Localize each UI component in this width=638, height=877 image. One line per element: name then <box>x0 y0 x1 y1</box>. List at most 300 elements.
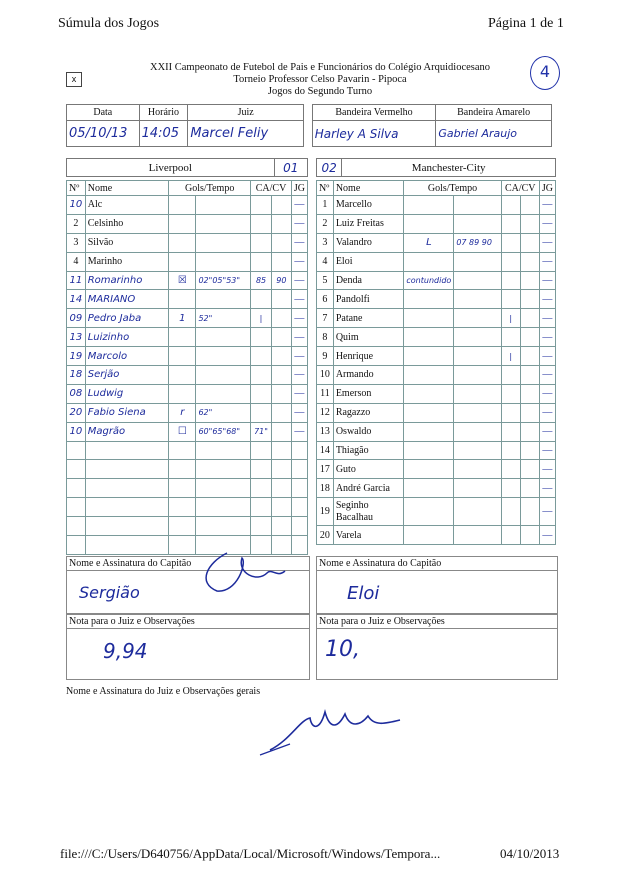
left-team-score[interactable]: 01 <box>274 159 307 177</box>
player-number[interactable] <box>67 536 86 555</box>
player-number: 13 <box>317 422 334 441</box>
left-captain-name[interactable]: Sergião <box>79 583 140 602</box>
player-number[interactable]: 14 <box>67 290 86 309</box>
player-name[interactable]: Pedro Jaba <box>85 309 168 328</box>
player-name[interactable]: Serjão <box>85 366 168 385</box>
player-goal-time[interactable] <box>196 479 251 498</box>
player-played[interactable]: — <box>539 196 555 215</box>
player-goal-time[interactable] <box>454 290 501 309</box>
left-team-name: Liverpool <box>67 159 275 177</box>
player-card-ca[interactable] <box>501 252 520 271</box>
player-card-cv[interactable] <box>520 252 539 271</box>
player-goals[interactable] <box>404 328 454 347</box>
player-goals[interactable] <box>404 526 454 545</box>
player-card-cv[interactable] <box>271 441 291 460</box>
player-row <box>67 233 308 252</box>
player-card-ca[interactable] <box>251 403 272 422</box>
player-goal-time[interactable] <box>454 498 501 526</box>
player-goals[interactable] <box>404 309 454 328</box>
player-played[interactable]: — <box>291 233 307 252</box>
player-row <box>67 460 308 479</box>
player-played[interactable]: — <box>539 233 555 252</box>
player-goals[interactable] <box>169 347 196 366</box>
player-goals[interactable]: ☒ <box>169 271 196 290</box>
player-row <box>317 526 556 545</box>
player-played[interactable] <box>291 536 307 555</box>
player-name[interactable]: Alc <box>85 196 168 215</box>
player-row <box>67 196 308 215</box>
player-card-cv[interactable] <box>520 271 539 290</box>
player-name[interactable]: Romarinho <box>85 271 168 290</box>
player-row <box>317 384 556 403</box>
player-row <box>317 290 556 309</box>
file-path: file:///C:/Users/D640756/AppData/Local/Microsoft/Windows/Tempora... <box>60 846 441 861</box>
player-card-ca[interactable] <box>251 214 272 233</box>
player-goal-time[interactable] <box>196 196 251 215</box>
player-name: Ragazzo <box>333 403 404 422</box>
player-number: 10 <box>317 366 334 385</box>
player-row <box>317 214 556 233</box>
player-name[interactable]: Marcolo <box>85 347 168 366</box>
value-bandeira-amarelo[interactable]: Gabriel Araujo <box>436 121 552 147</box>
player-card-ca[interactable] <box>501 498 520 526</box>
player-number[interactable]: 19 <box>67 347 86 366</box>
value-bandeira-vermelho[interactable]: Harley A Silva <box>312 121 436 147</box>
player-goal-time[interactable] <box>196 441 251 460</box>
player-goal-time[interactable] <box>196 366 251 385</box>
player-played[interactable]: — <box>539 498 555 526</box>
player-card-ca[interactable]: 85 <box>251 271 272 290</box>
player-card-ca[interactable] <box>501 460 520 479</box>
player-goal-time[interactable] <box>454 366 501 385</box>
player-card-ca[interactable] <box>501 290 520 309</box>
player-goal-time[interactable] <box>454 328 501 347</box>
player-name: Emerson <box>333 384 404 403</box>
player-number[interactable]: 4 <box>67 252 86 271</box>
player-goals[interactable] <box>169 479 196 498</box>
player-goal-time[interactable] <box>454 460 501 479</box>
player-goal-time[interactable] <box>196 460 251 479</box>
player-card-cv[interactable] <box>520 196 539 215</box>
player-card-cv[interactable] <box>271 214 291 233</box>
player-name: Marcello <box>333 196 404 215</box>
player-name[interactable]: Silvão <box>85 233 168 252</box>
player-card-ca[interactable]: | <box>501 309 520 328</box>
player-played[interactable]: — <box>539 347 555 366</box>
player-goal-time[interactable] <box>196 517 251 536</box>
right-roster-table <box>316 180 556 545</box>
player-card-ca[interactable] <box>501 441 520 460</box>
player-goal-time[interactable] <box>196 498 251 517</box>
player-card-cv[interactable] <box>271 233 291 252</box>
player-card-cv[interactable] <box>271 196 291 215</box>
right-grade[interactable]: 10, <box>325 637 360 662</box>
player-goal-time[interactable] <box>196 252 251 271</box>
player-goals[interactable] <box>404 479 454 498</box>
player-goals[interactable] <box>169 517 196 536</box>
player-card-cv[interactable] <box>520 526 539 545</box>
left-captain-label: Nome e Assinatura do Capitão <box>67 557 309 571</box>
player-goal-time[interactable]: 07 89 90 <box>454 233 501 252</box>
player-played[interactable]: — <box>291 403 307 422</box>
player-name[interactable] <box>85 498 168 517</box>
player-goal-time[interactable]: 02"05"53" <box>196 271 251 290</box>
player-number[interactable]: 10 <box>67 422 86 441</box>
player-number[interactable]: 09 <box>67 309 86 328</box>
right-team-name: Manchester-City <box>342 159 556 177</box>
value-data[interactable]: 05/10/13 <box>67 121 140 147</box>
player-card-cv[interactable] <box>520 384 539 403</box>
player-card-ca[interactable] <box>251 347 272 366</box>
close-checkbox[interactable]: x <box>66 72 82 87</box>
player-card-cv[interactable] <box>271 422 291 441</box>
player-number: 8 <box>317 328 334 347</box>
player-card-ca[interactable] <box>501 384 520 403</box>
player-card-cv[interactable] <box>271 517 291 536</box>
player-goal-time[interactable]: 62" <box>196 403 251 422</box>
player-card-ca[interactable] <box>251 252 272 271</box>
player-goal-time[interactable] <box>454 384 501 403</box>
player-played[interactable] <box>291 498 307 517</box>
player-name: Luiz Freitas <box>333 214 404 233</box>
player-card-cv[interactable] <box>271 460 291 479</box>
col-gols: Gols/Tempo <box>169 181 251 196</box>
player-card-ca[interactable] <box>501 422 520 441</box>
player-goals[interactable] <box>169 460 196 479</box>
player-card-cv[interactable] <box>271 384 291 403</box>
col-cacv: CA/CV <box>501 181 539 196</box>
player-card-ca[interactable] <box>501 366 520 385</box>
player-goals[interactable] <box>404 252 454 271</box>
player-name[interactable]: MARIANO <box>85 290 168 309</box>
player-number: 2 <box>317 214 334 233</box>
player-goal-time[interactable] <box>454 271 501 290</box>
player-goals[interactable] <box>404 290 454 309</box>
player-card-ca[interactable] <box>501 526 520 545</box>
player-played[interactable]: — <box>539 441 555 460</box>
player-goals[interactable] <box>404 460 454 479</box>
player-played[interactable]: — <box>539 526 555 545</box>
player-played[interactable]: — <box>539 271 555 290</box>
player-goals[interactable] <box>404 366 454 385</box>
player-card-ca[interactable] <box>501 479 520 498</box>
player-card-ca[interactable]: | <box>501 347 520 366</box>
player-goals[interactable] <box>169 196 196 215</box>
player-card-ca[interactable] <box>251 328 272 347</box>
player-card-cv[interactable] <box>271 328 291 347</box>
player-name[interactable] <box>85 460 168 479</box>
player-goal-time[interactable] <box>196 233 251 252</box>
player-card-cv[interactable] <box>520 422 539 441</box>
label-juiz: Juiz <box>188 105 304 121</box>
player-name[interactable] <box>85 479 168 498</box>
player-name[interactable]: Luizinho <box>85 328 168 347</box>
player-goal-time[interactable] <box>454 403 501 422</box>
player-row <box>317 441 556 460</box>
player-goals[interactable] <box>404 214 454 233</box>
player-row <box>317 271 556 290</box>
player-goals[interactable] <box>169 214 196 233</box>
player-played[interactable]: — <box>291 366 307 385</box>
player-played[interactable]: — <box>291 196 307 215</box>
player-row <box>67 347 308 366</box>
player-number[interactable] <box>67 498 86 517</box>
player-played[interactable] <box>291 517 307 536</box>
player-card-cv[interactable] <box>271 309 291 328</box>
player-goals[interactable] <box>404 498 454 526</box>
player-played[interactable]: — <box>291 328 307 347</box>
player-goals[interactable] <box>404 384 454 403</box>
player-row <box>317 309 556 328</box>
player-played[interactable]: — <box>539 252 555 271</box>
player-goal-time[interactable] <box>454 422 501 441</box>
player-card-ca[interactable] <box>251 479 272 498</box>
player-goals[interactable] <box>404 422 454 441</box>
player-card-ca[interactable] <box>251 441 272 460</box>
player-goals[interactable] <box>404 347 454 366</box>
player-number[interactable] <box>67 460 86 479</box>
player-goal-time[interactable] <box>196 214 251 233</box>
player-goal-time[interactable] <box>454 347 501 366</box>
player-number: 6 <box>317 290 334 309</box>
player-card-ca[interactable] <box>251 384 272 403</box>
player-goal-time[interactable] <box>196 347 251 366</box>
player-card-cv[interactable] <box>271 290 291 309</box>
player-goal-time[interactable] <box>454 309 501 328</box>
player-card-cv[interactable] <box>271 366 291 385</box>
player-card-cv[interactable] <box>520 309 539 328</box>
right-team-score[interactable]: 02 <box>317 159 342 177</box>
player-card-ca[interactable] <box>251 498 272 517</box>
player-played[interactable]: — <box>291 384 307 403</box>
player-goal-time[interactable]: 60"65"68" <box>196 422 251 441</box>
page-number: Página 1 de 1 <box>488 16 564 31</box>
label-data: Data <box>67 105 140 121</box>
player-card-cv[interactable]: 90 <box>271 271 291 290</box>
player-name[interactable]: Celsinho <box>85 214 168 233</box>
player-row <box>67 214 308 233</box>
player-number[interactable] <box>67 441 86 460</box>
player-card-ca[interactable] <box>251 517 272 536</box>
player-card-ca[interactable] <box>501 196 520 215</box>
player-goal-time[interactable] <box>454 526 501 545</box>
player-card-ca[interactable] <box>501 403 520 422</box>
player-played[interactable] <box>291 479 307 498</box>
player-number: 7 <box>317 309 334 328</box>
player-name: Pandolfi <box>333 290 404 309</box>
player-played[interactable]: — <box>539 328 555 347</box>
player-played[interactable]: — <box>539 290 555 309</box>
player-card-cv[interactable] <box>271 479 291 498</box>
player-played[interactable]: — <box>291 290 307 309</box>
player-goals[interactable] <box>169 290 196 309</box>
championship-title: XXII Campeonato de Futebol de Pais e Funcionários do Colégio Arquidiocesano <box>149 62 491 73</box>
player-card-ca[interactable]: 71" <box>251 422 272 441</box>
col-num: Nº <box>67 181 86 196</box>
player-goals[interactable] <box>169 233 196 252</box>
player-number[interactable]: 13 <box>67 328 86 347</box>
player-played[interactable] <box>291 441 307 460</box>
player-card-cv[interactable] <box>520 366 539 385</box>
player-played[interactable]: — <box>539 460 555 479</box>
player-number: 3 <box>317 233 334 252</box>
left-grade[interactable]: 9,94 <box>103 639 148 663</box>
player-goal-time[interactable]: 52" <box>196 309 251 328</box>
player-played[interactable] <box>291 460 307 479</box>
player-name: Guto <box>333 460 404 479</box>
player-card-cv[interactable] <box>520 479 539 498</box>
player-name[interactable] <box>85 441 168 460</box>
player-card-cv[interactable] <box>520 214 539 233</box>
player-card-ca[interactable] <box>251 233 272 252</box>
player-goals[interactable] <box>404 196 454 215</box>
player-goals[interactable] <box>169 252 196 271</box>
player-card-ca[interactable] <box>501 328 520 347</box>
player-name: Varela <box>333 526 404 545</box>
print-date: 04/10/2013 <box>500 846 560 861</box>
player-goal-time[interactable] <box>454 479 501 498</box>
player-goal-time[interactable] <box>454 441 501 460</box>
player-name[interactable]: Magrão <box>85 422 168 441</box>
player-played[interactable]: — <box>539 384 555 403</box>
player-row <box>67 252 308 271</box>
player-card-cv[interactable] <box>271 403 291 422</box>
player-number[interactable]: 08 <box>67 384 86 403</box>
player-goal-time[interactable] <box>196 384 251 403</box>
player-played[interactable]: — <box>539 403 555 422</box>
player-card-ca[interactable] <box>251 196 272 215</box>
right-captain-name[interactable]: Eloi <box>347 583 380 604</box>
player-card-ca[interactable] <box>501 233 520 252</box>
player-name[interactable]: Ludwig <box>85 384 168 403</box>
player-number[interactable] <box>67 517 86 536</box>
player-goal-time[interactable] <box>196 328 251 347</box>
player-played[interactable]: — <box>291 271 307 290</box>
player-played[interactable]: — <box>539 366 555 385</box>
player-goal-time[interactable] <box>454 196 501 215</box>
player-name: Patane <box>333 309 404 328</box>
player-number: 5 <box>317 271 334 290</box>
col-nome: Nome <box>85 181 168 196</box>
player-played[interactable]: — <box>291 214 307 233</box>
player-goal-time[interactable] <box>196 290 251 309</box>
value-juiz[interactable]: Marcel Feliy <box>188 121 304 147</box>
player-card-cv[interactable] <box>520 328 539 347</box>
col-num: Nº <box>317 181 334 196</box>
col-jg: JG <box>539 181 555 196</box>
player-goals[interactable]: contundido <box>404 271 454 290</box>
player-goals[interactable] <box>169 384 196 403</box>
player-played[interactable]: — <box>291 422 307 441</box>
player-name[interactable] <box>85 536 168 555</box>
player-number: 17 <box>317 460 334 479</box>
player-card-cv[interactable] <box>520 498 539 526</box>
player-goals[interactable]: ☐ <box>169 422 196 441</box>
player-goals[interactable] <box>404 403 454 422</box>
player-row <box>317 403 556 422</box>
player-played[interactable]: — <box>539 422 555 441</box>
player-name: Armando <box>333 366 404 385</box>
player-goals[interactable] <box>169 366 196 385</box>
player-number[interactable]: 18 <box>67 366 86 385</box>
right-captain-label: Nome e Assinatura do Capitão <box>317 557 557 571</box>
col-gols: Gols/Tempo <box>404 181 501 196</box>
right-team-header <box>316 158 556 177</box>
player-goals[interactable] <box>169 441 196 460</box>
label-horario: Horário <box>139 105 188 121</box>
player-number[interactable] <box>67 479 86 498</box>
player-card-ca[interactable] <box>251 366 272 385</box>
player-card-ca[interactable] <box>501 271 520 290</box>
player-card-cv[interactable] <box>520 290 539 309</box>
player-goals[interactable] <box>404 441 454 460</box>
player-name[interactable] <box>85 517 168 536</box>
player-card-cv[interactable] <box>520 441 539 460</box>
player-row <box>317 366 556 385</box>
player-row <box>67 403 308 422</box>
player-goals[interactable]: L <box>404 233 454 252</box>
player-row <box>317 460 556 479</box>
right-notes-panel <box>316 614 558 680</box>
player-played[interactable]: — <box>539 479 555 498</box>
value-horario[interactable]: 14:05 <box>139 121 188 147</box>
player-played[interactable]: — <box>291 347 307 366</box>
player-row <box>67 517 308 536</box>
player-card-ca[interactable] <box>501 214 520 233</box>
player-number[interactable]: 2 <box>67 214 86 233</box>
player-goal-time[interactable] <box>454 214 501 233</box>
player-played[interactable]: — <box>539 309 555 328</box>
player-card-ca[interactable] <box>251 290 272 309</box>
player-goals[interactable] <box>169 498 196 517</box>
player-row <box>67 422 308 441</box>
player-goal-time[interactable] <box>454 252 501 271</box>
player-name: Thiagão <box>333 441 404 460</box>
player-card-ca[interactable] <box>251 460 272 479</box>
player-number[interactable]: 11 <box>67 271 86 290</box>
player-name[interactable]: Fabio Siena <box>85 403 168 422</box>
player-card-cv[interactable] <box>520 347 539 366</box>
player-card-cv[interactable] <box>520 403 539 422</box>
player-played[interactable]: — <box>291 309 307 328</box>
player-row <box>67 441 308 460</box>
left-team-header <box>66 158 308 177</box>
left-notes-panel <box>66 614 310 680</box>
player-card-cv[interactable] <box>520 460 539 479</box>
player-name[interactable]: Marinho <box>85 252 168 271</box>
referee-label: Nome e Assinatura do Juiz e Observações gerais <box>66 686 261 697</box>
player-card-cv[interactable] <box>271 252 291 271</box>
player-number[interactable]: 10 <box>67 196 86 215</box>
player-number[interactable]: 20 <box>67 403 86 422</box>
player-goals[interactable]: r <box>169 403 196 422</box>
player-played[interactable]: — <box>291 252 307 271</box>
player-row <box>317 498 556 526</box>
player-played[interactable]: — <box>539 214 555 233</box>
player-card-cv[interactable] <box>271 498 291 517</box>
player-number: 19 <box>317 498 334 526</box>
player-row <box>67 498 308 517</box>
player-name: Valandro <box>333 233 404 252</box>
player-card-cv[interactable] <box>520 233 539 252</box>
player-card-ca[interactable]: | <box>251 309 272 328</box>
player-number[interactable]: 3 <box>67 233 86 252</box>
player-goals[interactable] <box>169 328 196 347</box>
player-number: 14 <box>317 441 334 460</box>
player-card-cv[interactable] <box>271 347 291 366</box>
player-goals[interactable]: 1 <box>169 309 196 328</box>
player-name: Oswaldo <box>333 422 404 441</box>
